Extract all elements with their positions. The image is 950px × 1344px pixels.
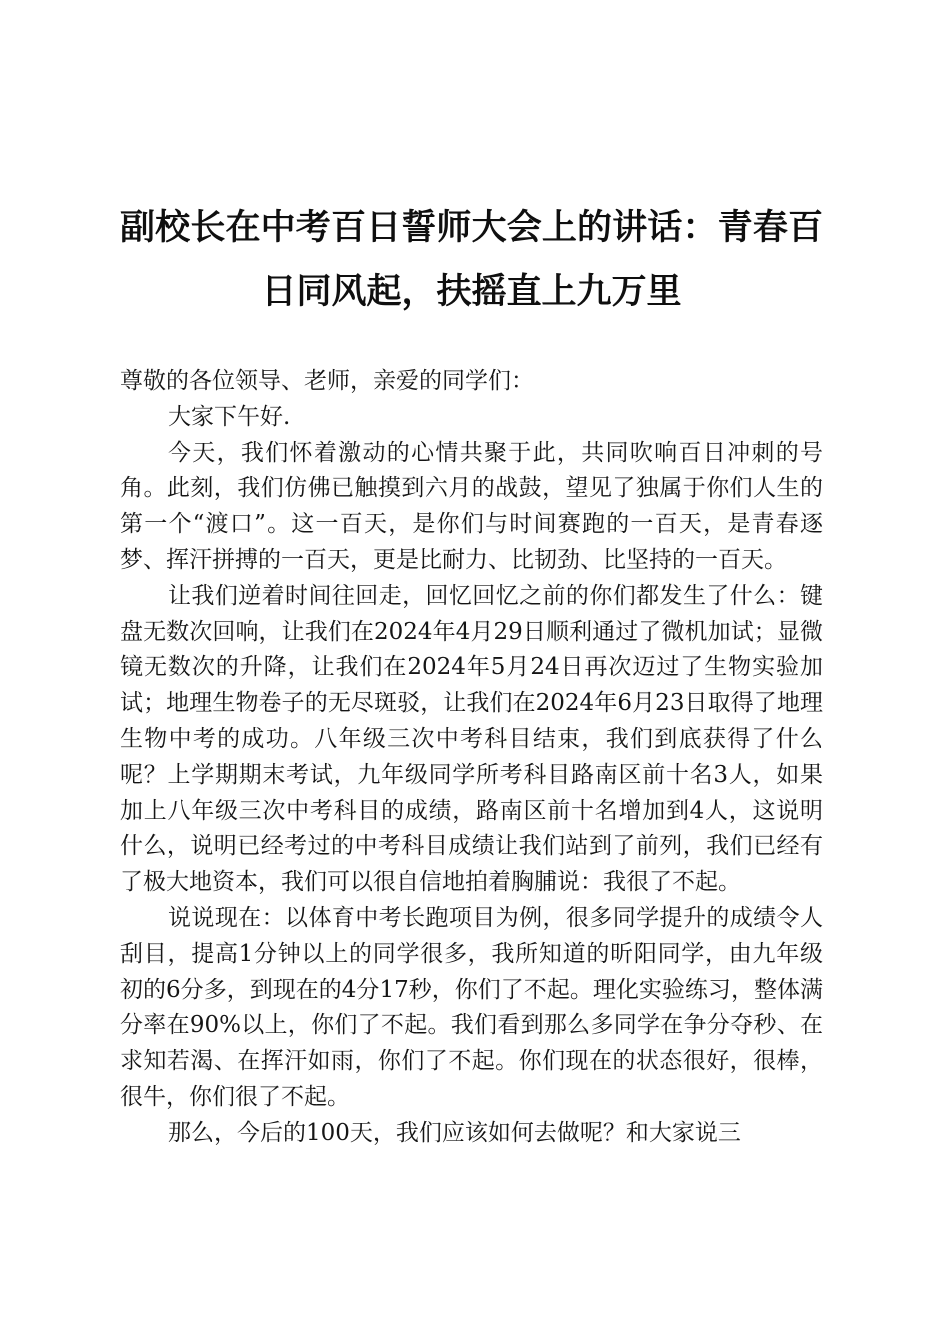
paragraph-future: 那么，今后的100天，我们应该如何去做呢？和大家说三 xyxy=(168,1119,741,1146)
salutation: 尊敬的各位领导、老师，亲爱的同学们： xyxy=(120,368,534,394)
paragraph-present: 说说现在：以体育中考长跑项目为例，很多同学提升的成绩令人刮目，提高1分钟以上的同学很多，我所知道的昕阳同学，由九年级初的6分多，到现在的4分17秒，你们了不起。理化实验练习，整体满分率在90%以上，你们了不起。我们看到那么多同学在争分夺秒、在求知若渴、在挥汗如雨，你们了不起。你们现在的状态很好，很棒，很牛，你们很了不起。 xyxy=(120,904,823,1110)
title-line-1: 副校长在中考百日誓师大会上的讲话：青春百 xyxy=(120,208,823,248)
document-body xyxy=(120,364,823,1152)
paragraph-greeting: 大家下午好. xyxy=(168,403,291,430)
paragraph-intro: 今天，我们怀着激动的心情共聚于此，共同吹响百日冲刺的号角。此刻，我们仿佛已触摸到六月的战鼓，望见了独属于你们人生的第一个“渡口”。这一百天，是你们与时间赛跑的一百天，是青春逐梦、挥汗拼搏的一百天，更是比耐力、比韧劲、比坚持的一百天。 xyxy=(120,439,823,573)
title-line-2: 日同风起，扶摇直上九万里 xyxy=(261,272,682,312)
document-title xyxy=(120,196,823,324)
document-page xyxy=(120,0,823,1344)
paragraph-review: 让我们逆着时间往回走，回忆回忆之前的你们都发生了什么：键盘无数次回响，让我们在2024年4月29日顺利通过了微机加试；显微镜无数次的升降，让我们在2024年5月24日再次迈过了生物实验加试；地理生物卷子的无尽斑驳，让我们在2024年6月23日取得了地理生物中考的成功。八年级三次中考科目结束，我们到底获得了什么呢？上学期期末考试，九年级同学所考科目路南区前十名3人，如果加上八年级三次中考科目的成绩，路南区前十名增加到4人，这说明什么，说明已经考过的中考科目成绩让我们站到了前列，我们已经有了极大地资本，我们可以很自信地拍着胸脯说：我很了不起。 xyxy=(120,582,823,896)
